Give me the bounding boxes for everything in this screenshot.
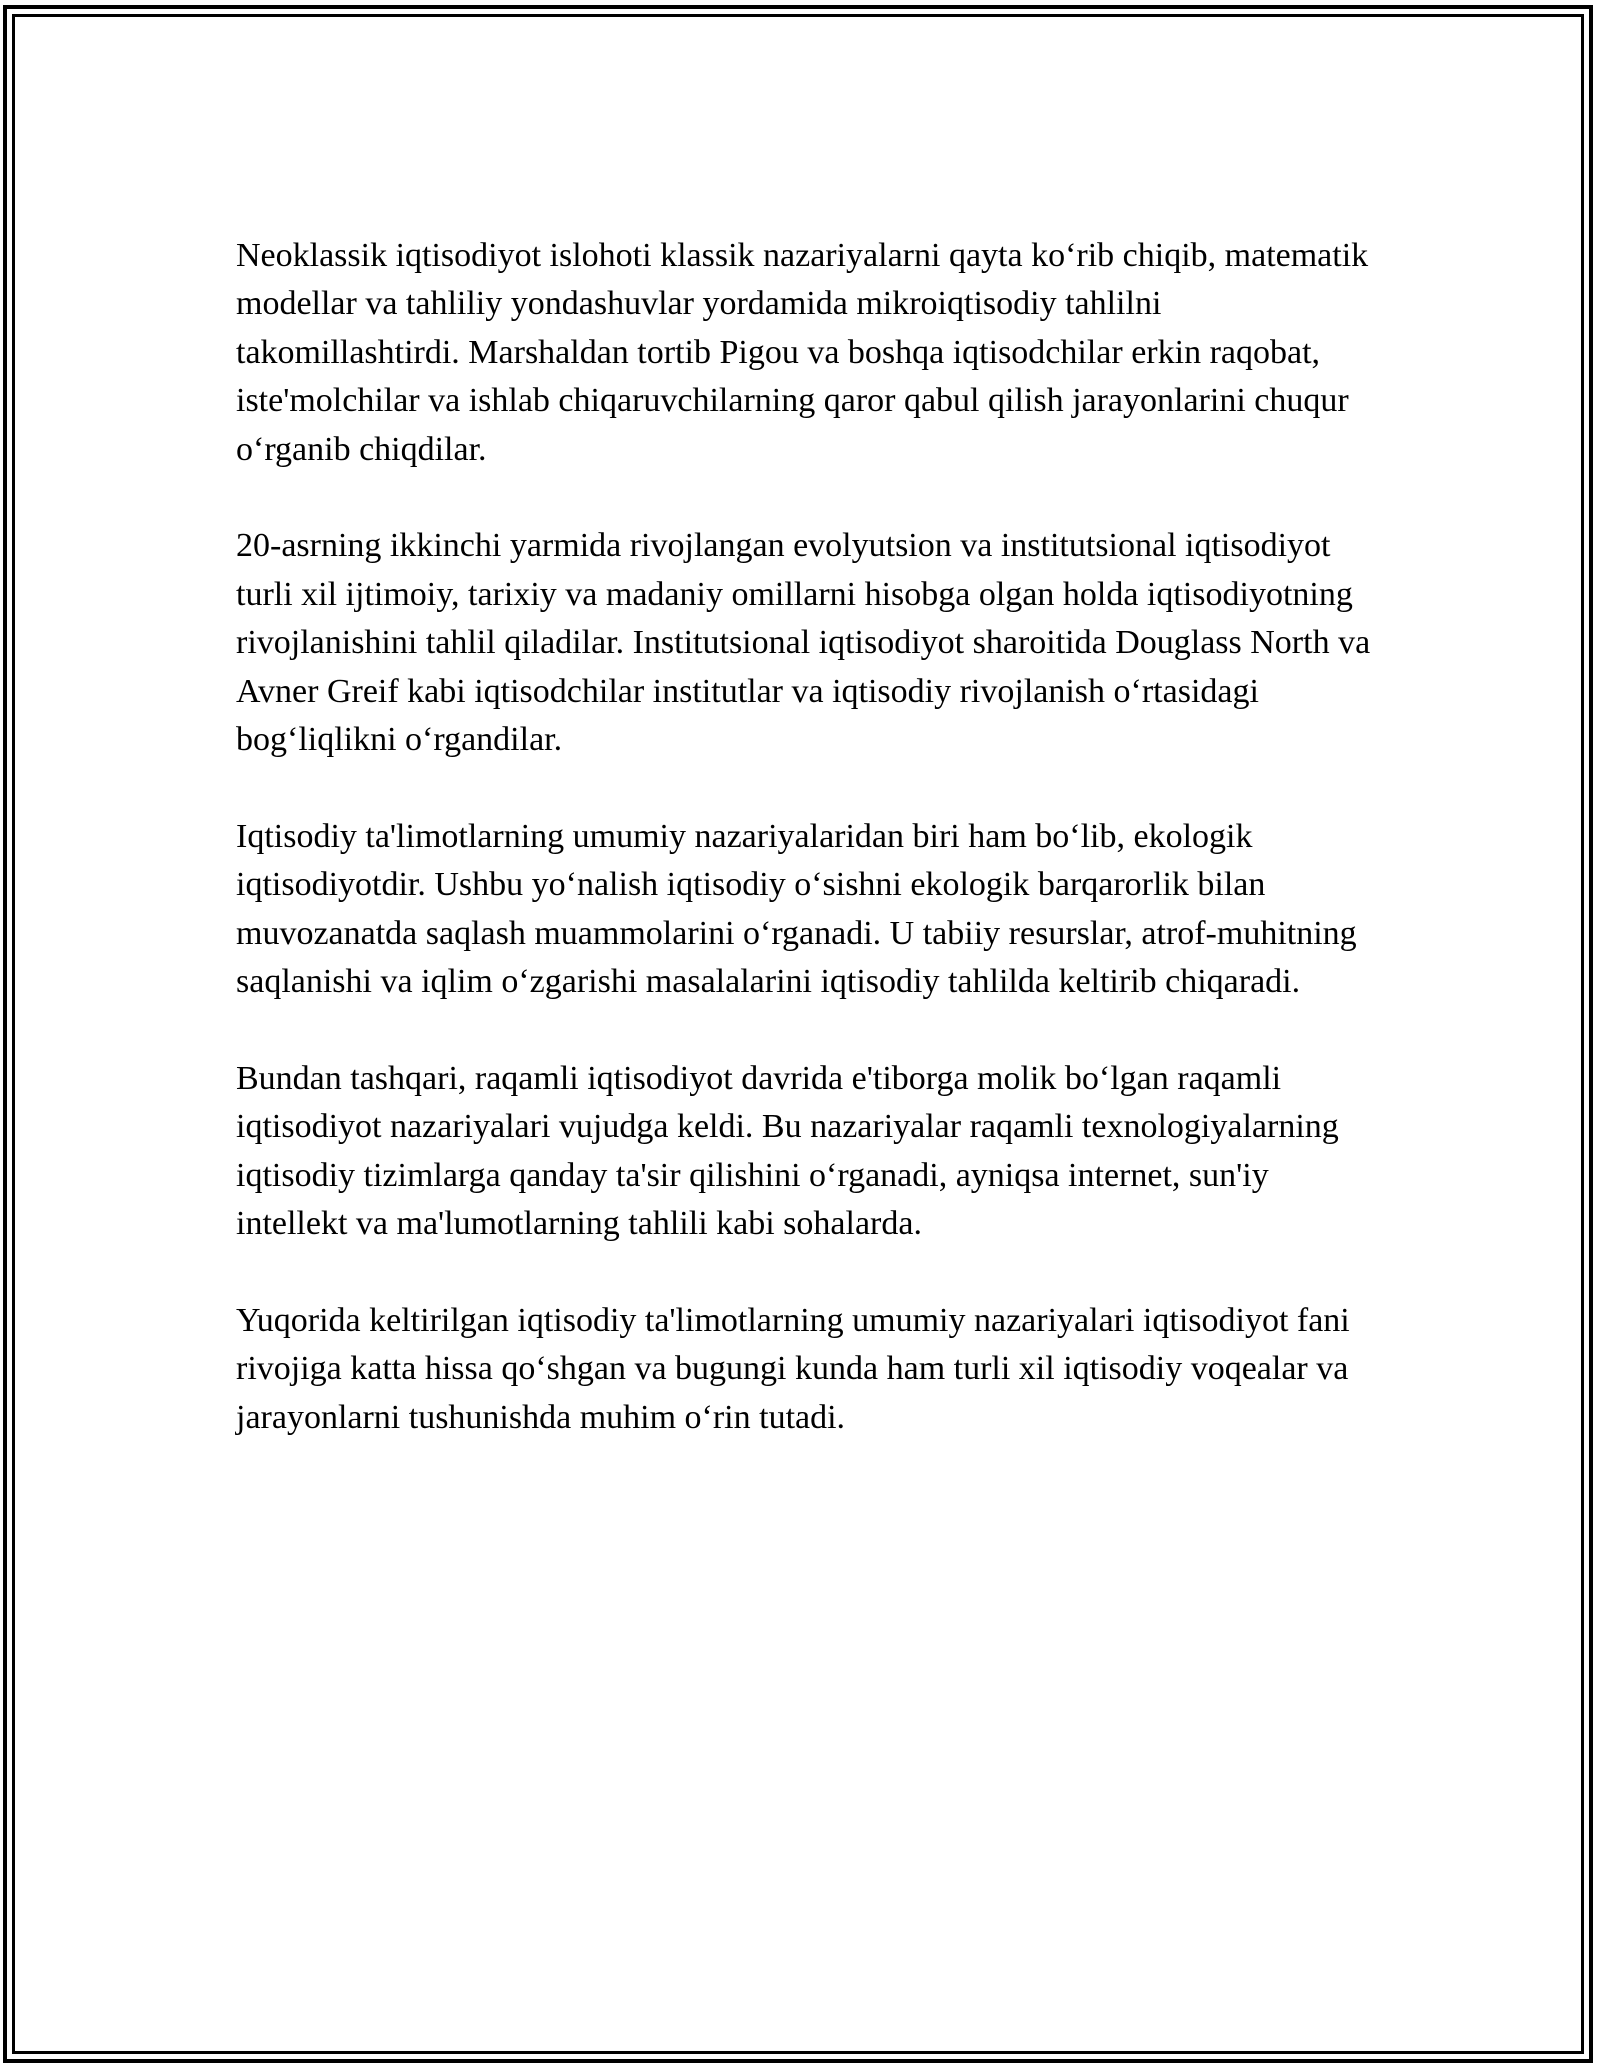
paragraph-conclusion: Yuqorida keltirilgan iqtisodiy ta'limotlarning umumiy nazariyalari iqtisodiyot fani rivojiga katta hissa qo‘shgan va bugungi kunda ham turli xil iqtisodiy voqealar va jarayonlarni tushunishda muhim o‘rin tutadi. — [236, 1301, 1350, 1436]
paragraph-ecological: Iqtisodiy ta'limotlarning umumiy nazariyalaridan biri ham bo‘lib, ekologik iqtisodiyotdir. Ushbu yo‘nalish iqtisodiy o‘sishni ekologik barqarorlik bilan muvozanatda saqlash muammolarini o‘rganadi. U tabiiy resurslar, atrof-muhitning saqlanishi va iqlim o‘zgarishi masalalarini iqtisodiy tahlilda keltirib chiqaradi. — [236, 817, 1357, 1001]
paragraph-institutional: 20-asrning ikkinchi yarmida rivojlangan evolyutsion va institutsional iqtisodiyot turli xil ijtimoiy, tarixiy va madaniy omillarni hisobga olgan holda iqtisodiyotning rivojlanishini tahlil qiladilar. Institutsional iqtisodiyot sharoitida Douglass North va Avner Greif kabi iqtisodchilar institutlar va iqtisodiy rivojlanish o‘rtasidagi bog‘liqlikni o‘rgandilar. — [236, 527, 1371, 759]
paragraph-neoclassical: Neoklassik iqtisodiyot islohoti klassik nazariyalarni qayta ko‘rib chiqib, matematik modellar va tahliliy yondashuvlar yordamida mikroiqtisodiy tahlilni takomillashtirdi. Marshaldan tortib Pigou va boshqa iqtisodchilar erkin raqobat, iste'molchilar va ishlab chiqaruvchilarning qaror qabul qilish jarayonlarini chuqur o‘rganib chiqdilar. — [236, 237, 1369, 468]
document-body — [236, 232, 1376, 1490]
paragraph-digital: Bundan tashqari, raqamli iqtisodiyot davrida e'tiborga molik bo‘lgan raqamli iqtisodiyot nazariyalari vujudga keldi. Bu nazariyalar raqamli texnologiyalarning iqtisodiy tizimlarga qanday ta'sir qilishini o‘rganadi, ayniqsa internet, sun'iy intellekt va ma'lumotlarning tahlili kabi sohalarda. — [236, 1059, 1339, 1243]
